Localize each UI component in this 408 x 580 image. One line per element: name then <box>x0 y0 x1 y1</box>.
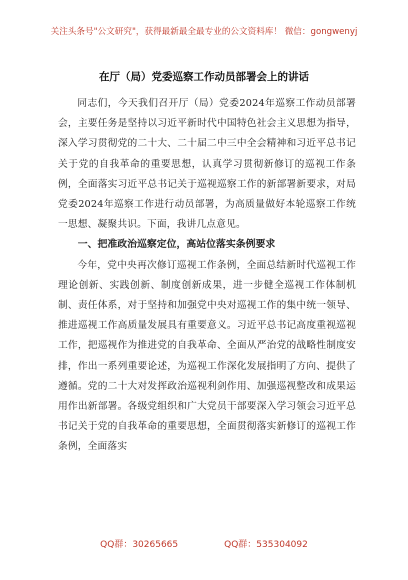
footer-contact <box>0 537 408 550</box>
page-title: 在厅（局）党委巡察工作动员部署会上的讲话 <box>99 71 309 83</box>
section-paragraph: 今年，党中央再次修订巡视工作条例，全面总结新时代巡视工作理论创新、实践创新、制度创新成果，进一步健全巡视工作体制机制、责任体系，对于坚持和加强党中央对巡视工作的集中统一领导、推进巡视工作高质量发展具有重要意义。习近平总书记高度重视巡视工作，把巡视作为推进党的自我革命、全面从严治党的战略性制度安排，作出一系列重要论述，为巡视工作深化发展指明了方向、提供了遵循。党的二十大对发挥政治巡视利剑作用、加强巡视整改和成果运用作出新部署。各级党组织和广大党员干部要深入学习领会习近平总书记关于党的自我革命的重要思想，全面贯彻落实新修订的巡视工作条例，全面落实 <box>58 259 356 453</box>
section-heading: 一、把准政治巡察定位，高站位落实条例要求 <box>77 239 276 251</box>
body-paragraph: 同志们，今天我们召开厅（局）党委2024年巡察工作动员部署会，主要任务是坚持以习近平新时代中国特色社会主义思想为指导，深入学习贯彻党的二十大、二十届二中三中全会精神和习近平总书记关于党的自我革命的重要思想，认真学习贯彻新修订的巡视工作条例，全面落实习近平总书记关于巡视巡察工作的新部署新要求，对局党委2024年巡察工作进行动员部署，为高质量做好本轮巡察工作统一思想、凝聚共识。下面，我讲几点意见。 <box>58 98 356 231</box>
document-body <box>58 94 356 458</box>
footer-qq-group-right: QQ群：535304092 <box>224 540 308 550</box>
footer-qq-group-left: QQ群：30265665 <box>100 540 179 550</box>
header-promo-note: 关注头条号"公文研究"，获得最新最全最专业的公文资料库！ 微信：gongwenyj <box>50 27 358 37</box>
